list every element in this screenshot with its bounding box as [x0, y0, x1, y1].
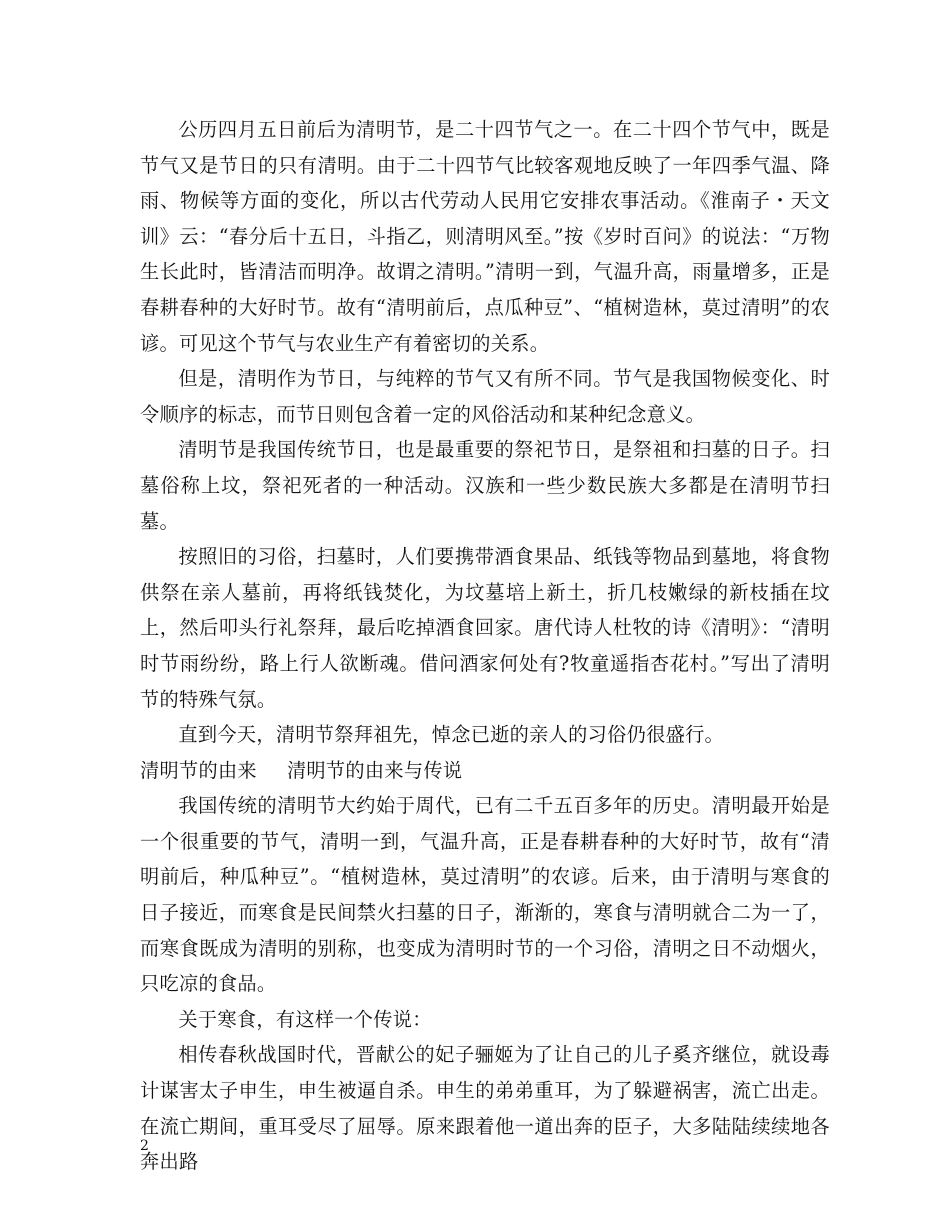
paragraph: 清明节是我国传统节日，也是最重要的祭祀节日，是祭祖和扫墓的日子。扫墓俗称上坟，祭祀死者的一种活动。汉族和一些少数民族大多都是在清明节扫墓。 — [140, 438, 830, 533]
paragraph: 按照旧的习俗，扫墓时，人们要携带酒食果品、纸钱等物品到墓地，将食物供祭在亲人墓前，再将纸钱焚化，为坟墓培上新土，折几枝嫩绿的新枝插在坟上，然后叩头行礼祭拜，最后吃掉酒食回家。唐代诗人杜牧的诗《清明》：“清明时节雨纷纷，路上行人欲断魂。借问酒家何处有?牧童遥指杏花村。”写出了清明节的特殊气氛。 — [140, 545, 830, 711]
section-heading — [140, 753, 830, 789]
paragraph: 我国传统的清明节大约始于周代，已有二千五百多年的历史。清明最开始是一个很重要的节气，清明一到，气温升高，正是春耕春种的大好时节，故有“清明前后，种瓜种豆”。“植树造林，莫过清明”的农谚。后来，由于清明与寒食的日子接近，而寒食是民间禁火扫墓的日子，渐渐的，寒食与清明就合二为一了，而寒食既成为清明的别称，也变成为清明时节的一个习俗，清明之日不动烟火，只吃凉的食品。 — [140, 794, 830, 996]
section-heading-subtitle: 清明节的由来与传说 — [286, 758, 463, 782]
document-body — [140, 112, 830, 1180]
section-heading-title: 清明节的由来 — [140, 758, 257, 782]
paragraph: 关于寒食，有这样一个传说： — [178, 1007, 432, 1031]
page-number: 2 — [140, 1138, 149, 1154]
paragraph: 相传春秋战国时代，晋献公的妃子骊姬为了让自己的儿子奚齐继位，就设毒计谋害太子申生，申生被逼自杀。申生的弟弟重耳，为了躲避祸害，流亡出走。在流亡期间，重耳受尽了屈辱。原来跟着他一道出奔的臣子，大多陆陆续续地各奔出路 — [140, 1043, 830, 1174]
paragraph: 直到今天，清明节祭拜祖先，悼念已逝的亲人的习俗仍很盛行。 — [178, 723, 725, 747]
paragraph: 公历四月五日前后为清明节，是二十四节气之一。在二十四个节气中，既是节气又是节日的只有清明。由于二十四节气比较客观地反映了一年四季气温、降雨、物候等方面的变化，所以古代劳动人民用它安排农事活动。《淮南子・天文训》云：“春分后十五日，斗指乙，则清明风至。”按《岁时百问》的说法：“万物生长此时，皆清洁而明净。故谓之清明。”清明一到，气温升高，雨量增多，正是春耕春种的大好时节。故有“清明前后，点瓜种豆”、“植树造林，莫过清明”的农谚。可见这个节气与农业生产有着密切的关系。 — [140, 118, 830, 355]
paragraph: 但是，清明作为节日，与纯粹的节气又有所不同。节气是我国物候变化、时令顺序的标志，而节日则包含着一定的风俗活动和某种纪念意义。 — [140, 367, 830, 426]
